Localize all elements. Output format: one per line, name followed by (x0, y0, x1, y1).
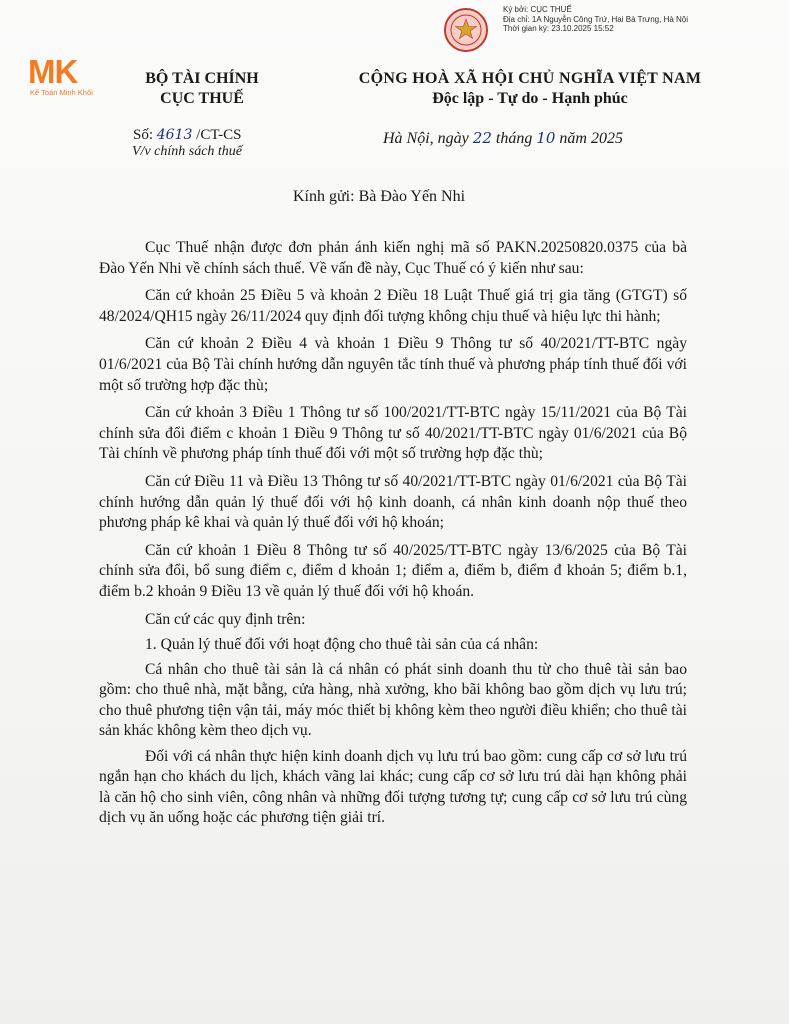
signature-time: Thời gian ký: 23.10.2025 15:52 (503, 24, 614, 33)
recipient-line: Kính gửi: Bà Đào Yến Nhi (293, 188, 466, 205)
paragraph: Cục Thuế nhận được đơn phản ánh kiến nghị mã số PAKN.20250820.0375 của bà Đào Yến Nhi về chính sách thuế. Về vấn đề này, Cục Thuế có ý kiến như sau: (99, 239, 687, 277)
date-year: năm 2025 (555, 130, 623, 147)
document-date (383, 128, 623, 149)
document-subject: V/v chính sách thuế (132, 144, 243, 159)
logo-caption: Kế Toán Minh Khôi (30, 88, 93, 97)
doc-number-suffix: /CT-CS (192, 127, 242, 143)
department-name: CỤC THUẾ (160, 90, 244, 107)
date-month-label: tháng (491, 130, 537, 147)
paragraph: Căn cứ khoản 3 Điều 1 Thông tư số 100/2021/TT-BTC ngày 15/11/2021 của Bộ Tài chính sửa đổi điểm c khoản 1 Điều 9 Thông tư số 40/2021/TT-BTC ngày 01/6/2021 của Bộ Tài chính về phương pháp tính thuế đối với một số trường hợp đặc thù; (99, 404, 687, 463)
paragraph: Đối với cá nhân thực hiện kinh doanh dịch vụ lưu trú bao gồm: cung cấp cơ sở lưu trú ngắn hạn cho khách du lịch, khách vãng lai khác; cung cấp cơ sở lưu trú dài hạn không phải là căn hộ cho sinh viên, công nhân và những đối tượng tương tự; cung cấp cơ sở lưu trú cùng dịch vụ ăn uống hoặc các phương tiện giải trí. (99, 747, 687, 827)
signature-signer: Ký bởi: CỤC THUẾ (503, 5, 572, 14)
issuer-header (122, 69, 282, 109)
nation-motto: Độc lập - Tự do - Hạnh phúc (432, 90, 628, 107)
signature-address: Địa chỉ: 1A Nguyễn Công Trứ, Hai Bà Trưng, Hà Nội (503, 14, 689, 24)
document-body (99, 238, 687, 833)
watermark-logo (28, 55, 118, 99)
paragraph: Căn cứ khoản 1 Điều 8 Thông tư số 40/2025/TT-BTC ngày 13/6/2025 của Bộ Tài chính sửa đổi, bổ sung điểm c, điểm d khoản 1; điểm a, điểm b, điểm đ khoản 5; điểm b.1, điểm b.2 khoản 9 Điều 13 về quản lý thuế đối với hộ khoán. (99, 541, 687, 600)
paragraph: Cá nhân cho thuê tài sản là cá nhân có phát sinh doanh thu từ cho thuê tài sản bao gồm: cho thuê nhà, mặt bằng, cửa hàng, nhà xưởng, kho bãi không bao gồm dịch vụ lưu trú; cho thuê phương tiện vận tải, máy móc thiết bị không kèm theo người điều khiển; cho thuê tài sản khác không kèm theo dịch vụ. (99, 660, 687, 740)
document-number (133, 126, 241, 144)
doc-number-handwritten: 4613 (156, 127, 193, 143)
date-day: 22 (472, 129, 492, 147)
ministry-name: BỘ TÀI CHÍNH (145, 70, 259, 87)
date-month: 10 (536, 129, 556, 147)
nation-name: CỘNG HOÀ XÃ HỘI CHỦ NGHĨA VIỆT NAM (358, 70, 702, 87)
date-place: Hà Nội, ngày (383, 130, 473, 147)
paragraph: Căn cứ khoản 25 Điều 5 và khoản 2 Điều 18 Luật Thuế giá trị gia tăng (GTGT) số 48/2024/QH15 ngày 26/11/2024 quy định đối tượng không chịu thuế và hiệu lực thi hành; (99, 287, 687, 325)
digital-signature-block (503, 5, 688, 34)
nation-header (330, 69, 730, 109)
logo-mark: MK (28, 53, 78, 90)
paragraph: Căn cứ khoản 2 Điều 4 và khoản 1 Điều 9 Thông tư số 40/2021/TT-BTC ngày 01/6/2021 của Bộ Tài chính hướng dẫn nguyên tắc tính thuế và phương pháp tính thuế đối với một số trường hợp đặc thù; (99, 335, 687, 394)
paragraph: Căn cứ các quy định trên: (145, 610, 306, 628)
national-emblem-stamp (444, 8, 488, 52)
paragraph: Căn cứ Điều 11 và Điều 13 Thông tư số 40/2021/TT-BTC ngày 01/6/2021 của Bộ Tài chính hướng dẫn quản lý thuế đối với hộ kinh doanh, cá nhân kinh doanh nộp thuế theo phương pháp kê khai và quản lý thuế đối với hộ khoán; (99, 472, 687, 532)
section-heading: 1. Quản lý thuế đối với hoạt động cho thuê tài sản của cá nhân: (145, 635, 539, 653)
doc-number-prefix: Số: (133, 127, 157, 143)
